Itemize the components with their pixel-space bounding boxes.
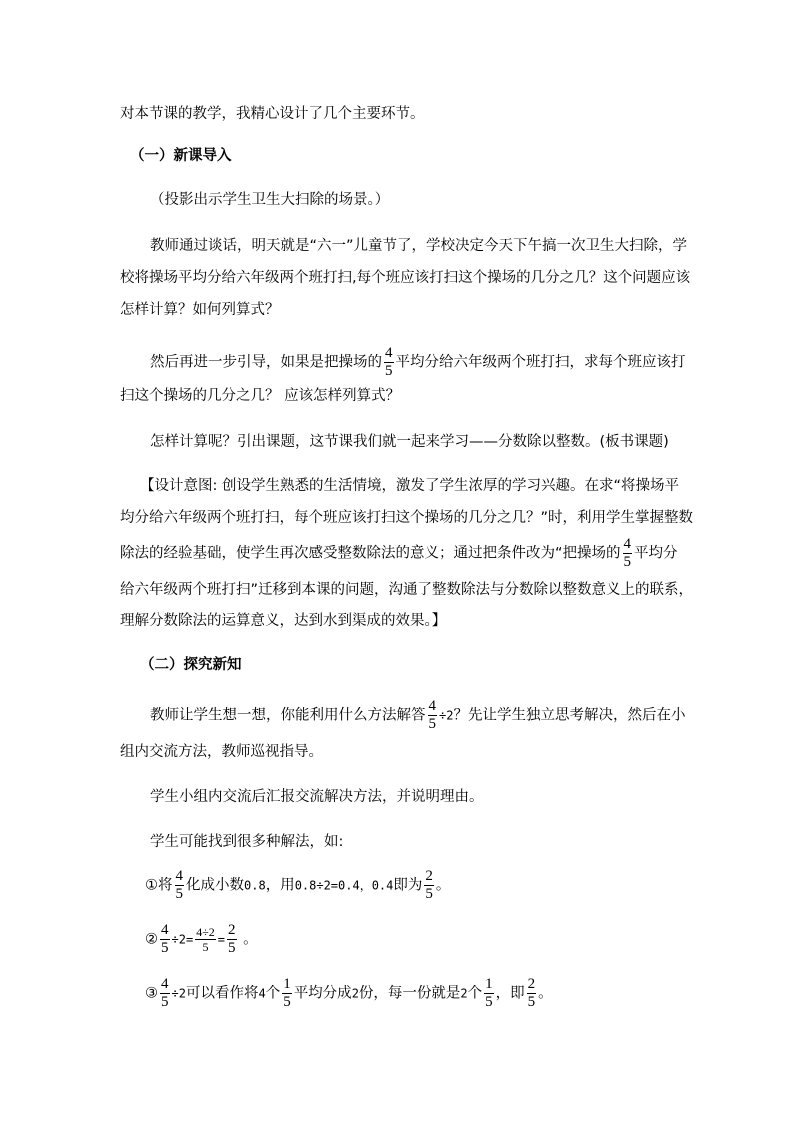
design-intent-line-3 [120, 536, 678, 571]
intro-line: 对本节课的教学，我精心设计了几个主要环节。 [120, 106, 425, 122]
fraction-two-fifths [227, 922, 237, 957]
number: 2 [460, 986, 468, 1001]
text: 平均分 [634, 545, 678, 562]
fraction-numerator: 4 [428, 698, 436, 714]
design-intent-line-5: 理解分数除法的运算意义，达到水到渠成的效果。】 [120, 613, 447, 629]
fraction-denominator: 5 [425, 886, 433, 902]
text: ，用 [265, 877, 295, 894]
fraction-two-fifths [424, 868, 434, 903]
text: 平均分给六年级两个班打扫，求每个班应该打 [395, 354, 686, 371]
division-expression: ÷2 [171, 986, 186, 1001]
text: 可以看作将 [185, 985, 259, 1002]
method-3 [145, 976, 553, 1011]
fraction-one-fifth [282, 976, 292, 1011]
text: ？先让学生独立思考解决，然后在小 [453, 707, 686, 724]
fraction-four-div-two-over-five [195, 925, 216, 954]
calculation: 0.8÷2=0.4，0.4 [294, 878, 394, 893]
projection-note: （投影出示学生卫生大扫除的场景。） [150, 192, 390, 208]
text: 个 [467, 985, 483, 1002]
text: 。 [435, 877, 451, 894]
paragraph-2-line-1 [150, 345, 686, 380]
text: 。 [538, 985, 553, 1002]
number: 2 [351, 986, 359, 1001]
fraction-denominator: 5 [161, 940, 169, 956]
paragraph-3: 怎样计算呢？引出课题，这节课我们就一起来学习——分数除以整数。(板书课题) [150, 434, 669, 450]
text: 。 [238, 931, 258, 948]
fraction-denominator: 5 [228, 940, 236, 956]
fraction-numerator: 2 [425, 868, 433, 884]
fraction-denominator: 5 [161, 994, 169, 1010]
fraction-four-fifths [160, 922, 170, 957]
fraction-denominator: 5 [283, 994, 291, 1010]
fraction-two-fifths [527, 976, 537, 1011]
paragraph-4-line-1 [150, 698, 685, 733]
fraction-denominator: 5 [527, 994, 536, 1010]
text: ①将 [145, 877, 173, 894]
number: 4 [258, 986, 266, 1001]
fraction-numerator: 2 [228, 922, 236, 938]
paragraph-2-line-2: 扫这个操场的几分之几？ 应该怎样列算式？ [120, 388, 401, 404]
fraction-numerator: 4÷2 [196, 925, 215, 939]
fraction-denominator: 5 [202, 940, 209, 954]
text: 然后再进一步引导，如果是把操场的 [150, 354, 382, 371]
design-intent-line-2: 均分给六年级两个班打扫，每个班应该打扫这个操场的几分之几？”时，利用学生掌握整数 [120, 510, 694, 526]
text: ，即 [495, 985, 525, 1002]
paragraph-5: 学生小组内交流后汇报交流解决方法，并说明理由。 [150, 789, 484, 805]
division-expression: ÷2 [439, 708, 454, 723]
paragraph-1-line-3: 怎样计算？如何列算式？ [120, 302, 280, 318]
fraction-numerator: 1 [485, 976, 493, 992]
text: 份，每一份就是 [358, 985, 461, 1002]
text: 化成小数 [186, 877, 244, 894]
fraction-numerator: 4 [161, 976, 169, 992]
equals-sign: = [217, 932, 226, 947]
fraction-one-fifth [484, 976, 494, 1011]
text: 教师让学生想一想，你能利用什么方法解答 [150, 707, 426, 724]
fraction-four-fifths [384, 345, 394, 380]
paragraph-1-line-2: 校将操场平均分给六年级两个班打扫,每个班应该打扫这个操场的几分之几？这个问题应该 [120, 270, 691, 286]
design-intent-line-4: 给六年级两个班打扫”迁移到本课的问题，沟通了整数除法与分数除以整数意义上的联系， [120, 582, 694, 598]
text: 除法的经验基础，使学生再次感受整数除法的意义；通过把条件改为“把操场的 [120, 545, 621, 562]
fraction-denominator: 5 [485, 994, 493, 1010]
fraction-numerator: 4 [623, 536, 632, 552]
method-2 [145, 922, 258, 957]
design-intent-line-1: 【设计意图: 创设学生熟悉的生活情境，激发了学生浓厚的学习兴趣。在求“将操场平 [140, 478, 680, 494]
fraction-denominator: 5 [175, 886, 183, 902]
fraction-four-fifths [160, 976, 170, 1011]
fraction-denominator: 5 [428, 716, 436, 732]
fraction-denominator: 5 [385, 363, 393, 379]
text: 即为 [393, 877, 423, 894]
section-heading-1: （一）新课导入 [130, 148, 232, 164]
fraction-numerator: 4 [161, 922, 169, 938]
method-1 [145, 868, 450, 903]
fraction-four-fifths [623, 536, 633, 571]
paragraph-6: 学生可能找到很多种解法，如: [150, 834, 344, 850]
paragraph-1-line-1: 教师通过谈话，明天就是“六一”儿童节了，学校决定今天下午搞一次卫生大扫除，学 [150, 238, 688, 254]
division-expression: ÷2= [171, 932, 194, 947]
section-heading-2: （二）探究新知 [140, 657, 242, 673]
value: 0.8 [244, 878, 266, 893]
paragraph-4-line-2: 组内交流方法，教师巡视指导。 [120, 744, 323, 760]
text: 个 [265, 985, 281, 1002]
text: 平均分成 [293, 985, 352, 1002]
fraction-numerator: 2 [527, 976, 536, 992]
fraction-four-fifths [428, 698, 438, 733]
fraction-numerator: 4 [385, 345, 393, 361]
text: ② [145, 931, 158, 948]
fraction-four-fifths [175, 868, 185, 903]
fraction-numerator: 1 [283, 976, 291, 992]
fraction-denominator: 5 [623, 554, 632, 570]
fraction-numerator: 4 [175, 868, 183, 884]
text: ③ [145, 985, 158, 1002]
